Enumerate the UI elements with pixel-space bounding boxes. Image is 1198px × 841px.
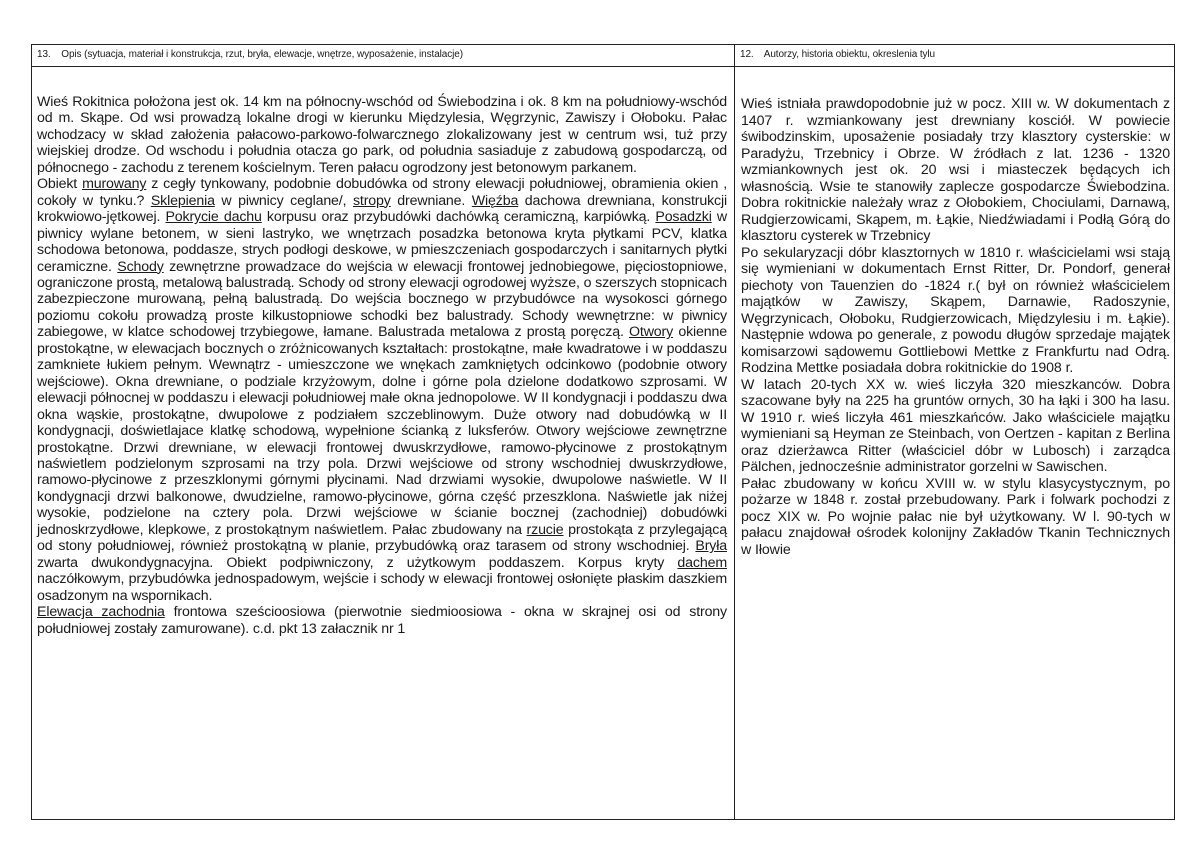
text-run: okienne prostokątne, w elewacjach bocznych o zróżnicowanych kształtach: prostokątne, małe kwadratowe i w poddaszu zamkniete łukiem pełnym. Wewnątrz - umieszczone we wnękach zamkniętych odcinkowo (podobnie otwory wejściowe). Okna drewniane, o podziale krzyżowym, dolne i górne pola dzielone dodatkowo szprosami. W elewacji północnej w poddaszu i elewacji południowej małe okna jednopolowe. W II kondygnacji i poddaszu dwa okna wąskie, prostokątne, dwupolowe z podziałem szczeblinowym. Duże otwory nad dobudówką w II kondygnacji, doświetlajace klatkę schodową, wypełnione ścianką z luksferów. Otwory wejściowe zewnętrzne prostokątne. Drzwi drewniane, w elewacji frontowej dwuskrzydłowe, ramowo-płycinowe z prostokątnym naświetlem podzielonym szprosami na trzy pola. Drzwi wejściowe od strony wschodniej dwuskrzydłowe, ramowo-płycinowe z przeszklonymi górnymi płycinami. Nad drzwiami wysokie, dwupolowe naświetle. W II kondygnacji drzwi balkonowe, dwudzielne, ramowo-płycinowe, górna część przeszklona. Naświetle jak niżej wysokie, podzielone na cztery pola. Drzwi wejściowe w ścianie bocznej (zachodniej) dobudówki jednoskrzydłowe, klepkowe, z prostokątnym naświetlem. Pałac zbudowany na — [37, 324, 727, 538]
text-run: naczółkowym, przybudówka jednospadowym, wejście i schody w elewacji frontowej osłonięte płaskim daszkiem osadzonym na wspornikach. — [37, 571, 727, 604]
section-13-description — [32, 45, 735, 819]
section-12-header — [735, 45, 1174, 67]
history-paragraph: Wieś istniała prawdopodobnie już w pocz. XIII w. W dokumentach z 1407 r. wzmiankowany jest drewniany kosciół. W powiecie świbodzinskim, uposażenie posiadały trzy klasztory cysterskie: w Paradyżu, Trzebnicy i Obrze. W źródłach z lat. 1236 - 1320 wzmiankownych jest ok. 20 wsi i miasteczek będących ich własnością. Wsie te stanowiły zaplecze gospodarcze Świebodzina. Dobra rokitnickie należały wraz z Ołobokiem, Chociulami, Darnawą, Rudgierzowicami, Skąpem, m. Łąkie, Niedźwiadami i Podłą Górą do klasztoru cysterek w Trzebnicy — [741, 96, 1170, 244]
section-13-body — [37, 94, 727, 637]
underlined-term: rzucie — [526, 521, 564, 538]
underlined-term: Pokrycie dachu — [165, 209, 262, 226]
section-12-body — [741, 96, 1170, 558]
text-run: frontowa sześcioosiowa (pierwotnie siedmioosiowa - okna w skrajnej osi od strony południowej zostały zamurowane). c.d. pkt 13 załacznik nr 1 — [37, 604, 727, 637]
text-run: Obiekt — [37, 176, 83, 193]
underlined-term: murowany — [82, 176, 147, 193]
text-run: zwarta dwukondygnacyjna. Obiekt podpiwniczony, z użytkowym poddaszem. Korpus kryty — [37, 554, 678, 571]
section-12-number: 12. — [740, 49, 754, 60]
underlined-term: Więźba — [471, 192, 519, 209]
section-12-history — [735, 45, 1174, 819]
form-sheet — [31, 44, 1175, 820]
underlined-term: stropy — [352, 192, 391, 209]
underlined-term: Bryła — [695, 538, 727, 555]
text-run: prostokąta z przylegającą od stony południowej, również prostokątną w planie, przybudówką oraz tarasem od strony wschodniej. — [37, 521, 727, 555]
underlined-term: Elewacja zachodnia — [37, 604, 165, 621]
underlined-term: Schody — [117, 258, 164, 275]
underlined-term: Otwory — [629, 324, 674, 341]
text-run: korpusu oraz przybudówki dachówką ceramiczną, karpiówką. — [261, 209, 656, 226]
underlined-term: dachem — [677, 554, 727, 571]
history-paragraph: Po sekularyzacji dóbr klasztornych w 1810 r. właścicielami wsi stają się wymieniani w dokumentach Ernst Ritter, Dr. Pondorf, generał piechoty von Tauenzien do -1824 r.( był on również właścicielem majątków w Zawiszy, Skąpem, Darnawie, Radoszynie, Węgrzynicach, Ołoboku, Rudgierzowicach, Międzylesiu i m. Łąkie). Następnie wdowa po generale, z powodu długów sprzedaje majątek komisarzowi sądowemu Gottliebowi Mettke z Frankfurtu nad Odrą. Rodzina Mettke posiadała dobra rokitnickie do 1908 r. — [741, 244, 1170, 376]
description-paragraph — [37, 176, 727, 604]
text-run: z cegły tynkowany, podobnie dobudówka od strony elewacji południowej, obramienia okien , cokoły w tynku.? — [37, 176, 727, 209]
text-run: dachowa drewniana, konstrukcji krokwiowo-jętkowej. — [37, 192, 727, 226]
underlined-term: Posadzki — [655, 209, 712, 226]
description-paragraph — [37, 94, 727, 176]
text-run: w piwnicy ceglane/, — [214, 192, 353, 209]
text-run: drewniane. — [390, 192, 472, 209]
history-paragraph: Pałac zbudowany w końcu XVIII w. w stylu klasycystycznym, po pożarze w 1848 r. został przebudowany. Park i folwark pochodzi z pocz XIX w. Po wojnie pałac nie był użytkowany. W l. 90-tych w pałacu znajdował ośrodek kolonijny Zakładów Tkanin Technicznych w Iłowie — [741, 475, 1170, 558]
text-run: w piwnicy wylane betonem, w sieni lastryko, we wnętrzach posadzka betonowa kryta płytkami PCV, klatka schodowa betonowa, poddasze, strych podłogi deskowe, w pmieszczeniach gospodarczych i sanitarnych płytki ceramiczne. — [37, 209, 728, 275]
description-paragraph — [37, 604, 727, 637]
section-13-header — [32, 45, 734, 67]
section-13-number: 13. — [37, 49, 51, 60]
text-run: Wieś Rokitnica położona jest ok. 14 km na północny-wschód od Świebodzina i ok. 8 km na południowy-wschód od m. Skąpe. Od wsi prowadzą lokalne drogi w kierunku Międzylesia, Węgrzynic, Zawiszy i Ołoboku. Pałac wchodzacy w skład założenia pałacowo-parkowo-folwarcznego zlokalizowany jest w centrum wsi, tuż przy wiejskiej drodze. Od wschodu i południa otacza go park, od południa sasiaduje z zabudową gospodarczą, od północnego - zachodu z terenem kościelnym. Teren pałacu ogrodzony jest betonowym parkanem. — [37, 94, 727, 176]
text-run: zewnętrzne prowadzace do wejścia w elewacji frontowej jednobiegowe, pięciostopniowe, ograniczone prostą, metalową balustradą. Schody od strony elewacji ogrodowej wyższe, o szerszych stopnicach zabezpieczone murowaną, pełną balustradą. Do wejścia bocznego w przybudówce na wysokosci górnego poziomu cokołu prowadzą proste kilkustopniowe schodki bez balustrady. Schody wewnętrzne: w piwnicy zabiegowe, w klatce schodowej trzybiegowe, łamane. Balustrada metalowa z prostą poręczą. — [37, 258, 727, 341]
history-paragraph: W latach 20-tych XX w. wieś liczyła 320 mieszkanców. Dobra szacowane były na 225 ha gruntów ornych, 30 ha łąki i 300 ha lasu. W 1910 r. wieś liczyła 461 mieszkańców. Jako właściciele majątku wymieniani są Heyman ze Steinbach, von Oertzen - kapitan z Berlina oraz dzierżawca Ritter (właściciel dóbr w Lubosch) i zarządca Pälchen, jednocześnie administrator gorzelni w Sawischen. — [741, 376, 1170, 475]
underlined-term: Sklepienia — [150, 192, 215, 209]
section-12-title: Autorzy, historia obiektu, okreslenia tylu — [763, 49, 936, 60]
section-13-title: Opis (sytuacja, materiał i konstrukcja, rzut, bryła, elewacje, wnętrze, wyposażenie, instalacje) — [61, 49, 463, 60]
